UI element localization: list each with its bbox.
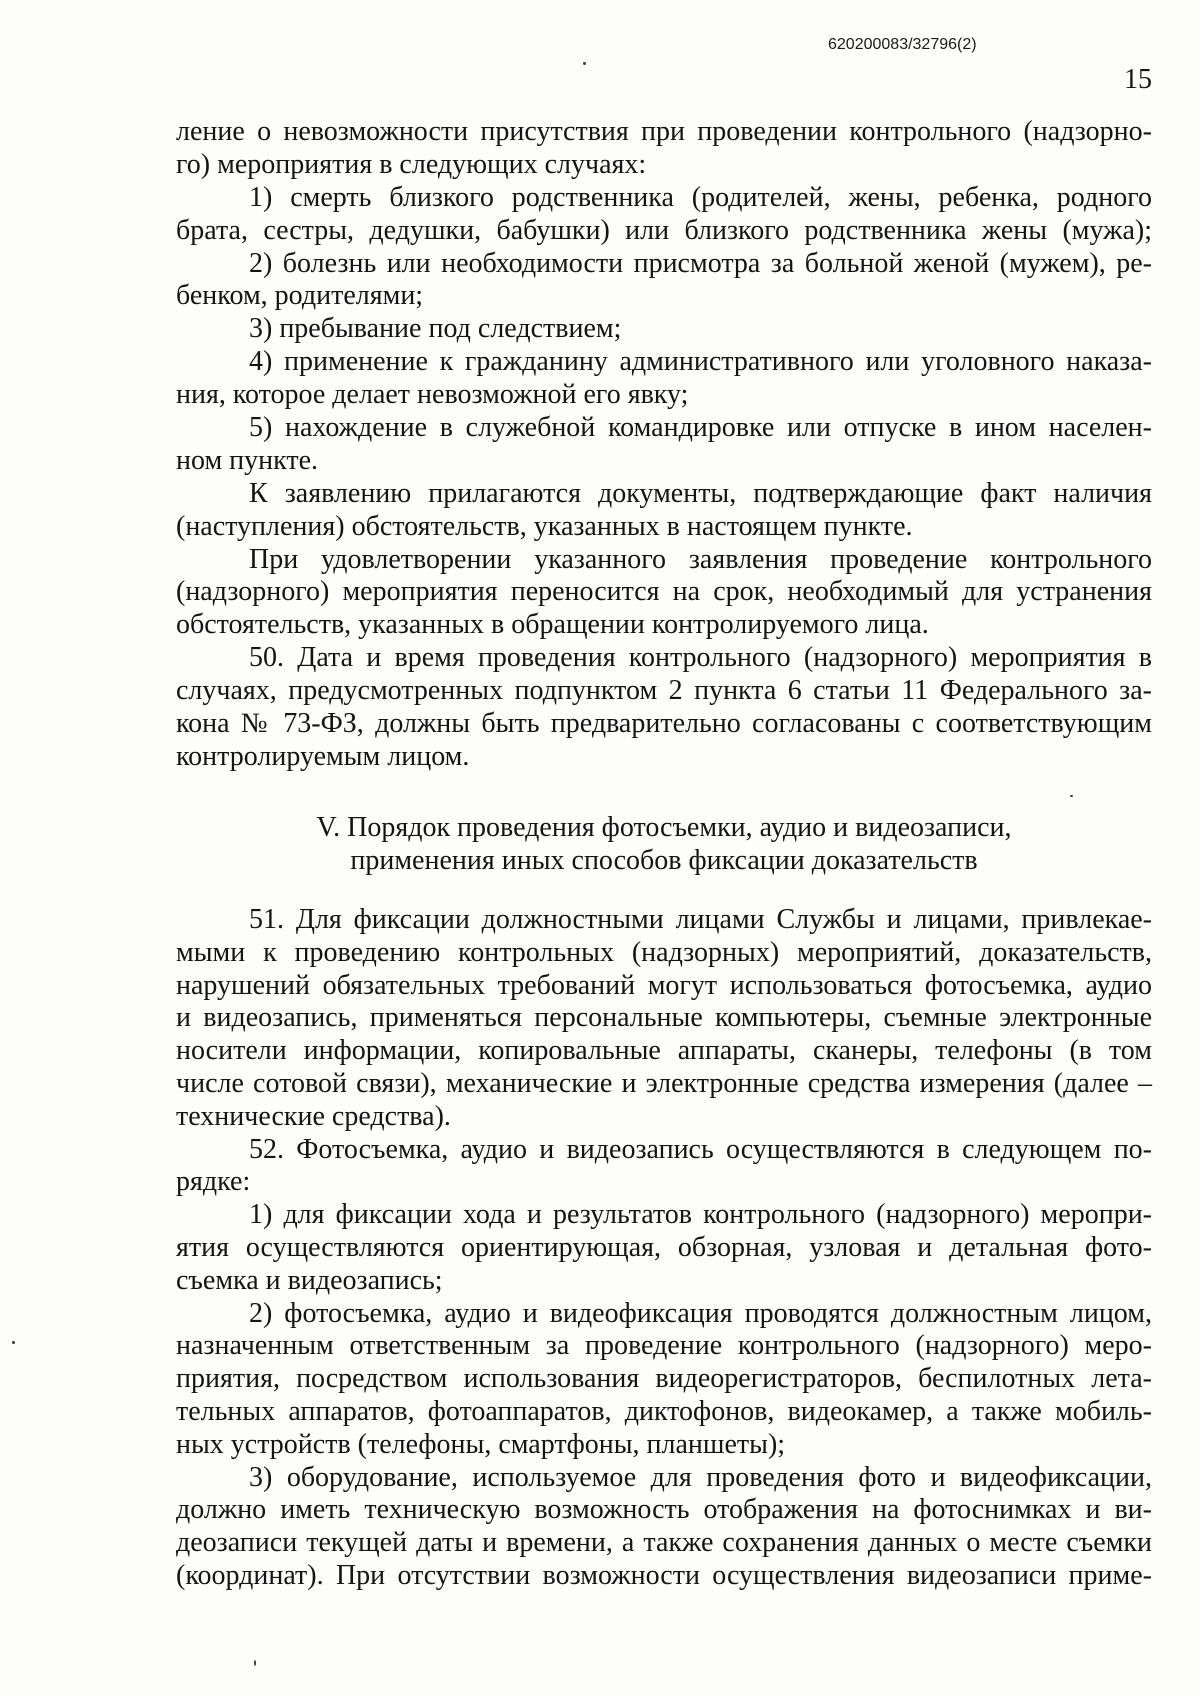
text-line: (наступления) обстоятельств, указанных в настоящем пункте. — [176, 510, 913, 542]
text-line: случаях, предусмотренных подпунктом 2 пункта 6 статьи 11 Федерального за- — [176, 675, 1152, 707]
text-line: рядке: — [176, 1166, 251, 1198]
text-line: ном пункте. — [176, 444, 319, 476]
text-line: съемка и видеозапись; — [176, 1264, 443, 1296]
text-line: К заявлению прилагаются документы, подтверждающие факт наличия — [249, 477, 1152, 509]
text-line: нарушений обязательных требований могут использоваться фотосъемка, аудио — [176, 969, 1152, 1001]
text-line: 3) пребывание под следствием; — [249, 313, 622, 345]
text-line: 51. Для фиксации должностными лицами Службы и лицами, привлекае- — [249, 904, 1152, 935]
text-line: 2) болезнь или необходимости присмотра за больной женой (мужем), ре- — [249, 247, 1152, 279]
text-line: приятия, посредством использования видеорегистраторов, беспилотных лета- — [176, 1363, 1152, 1395]
text-line: ятия осуществляются ориентирующая, обзорная, узловая и детальная фото- — [176, 1231, 1152, 1263]
text-line: числе сотовой связи), механические и электронные средства измерения (далее – — [176, 1067, 1152, 1099]
body-text-top — [176, 116, 1152, 774]
text-line: кона № 73-ФЗ, должны быть предварительно согласованы с соответствующим — [176, 708, 1152, 740]
section-heading-line: применения иных способов фиксации доказательств — [350, 844, 978, 876]
text-line: и видеозапись, применяться персональные компьютеры, съемные электронные — [176, 1002, 1152, 1034]
text-line: 1) для фиксации хода и результатов контрольного (надзорного) меропри- — [249, 1199, 1152, 1231]
section-heading-line: V. Порядок проведения фотосъемки, аудио и видеозаписи, — [316, 812, 1012, 843]
text-line: 52. Фотосъемка, аудио и видеозапись осуществляются в следующем по- — [249, 1133, 1152, 1165]
text-line: брата, сестры, дедушки, бабушки) или близкого родственника жены (мужа); — [176, 214, 1152, 246]
scan-noise-dot — [12, 1341, 15, 1344]
text-line: контролируемым лицом. — [176, 740, 470, 772]
text-line: ление о невозможности присутствия при проведении контрольного (надзорно- — [176, 116, 1152, 147]
text-line: При удовлетворении указанного заявления проведение контрольного — [249, 543, 1152, 575]
text-line: ния, которое делает невозможной его явку; — [176, 379, 689, 411]
text-line: 3) оборудование, используемое для проведения фото и видеофиксации, — [249, 1461, 1152, 1493]
document-registration-number: 620200083/32796(2) — [828, 36, 977, 53]
text-line: го) мероприятия в следующих случаях: — [176, 148, 647, 180]
text-line: деозаписи текущей даты и времени, а также сохранения данных о месте съемки — [176, 1527, 1152, 1559]
scan-noise-dot — [1070, 795, 1073, 797]
text-line: назначенным ответственным за проведение контрольного (надзорного) меро- — [176, 1330, 1152, 1362]
text-line: (координат). При отсутствии возможности осуществления видеозаписи приме- — [176, 1559, 1152, 1591]
section-heading — [176, 812, 1152, 877]
text-line: 2) фотосъемка, аудио и видеофиксация проводятся должностным лицом, — [249, 1297, 1152, 1329]
text-line: 4) применение к гражданину административного или уголовного наказа- — [249, 346, 1152, 378]
text-line: носители информации, копировальные аппараты, сканеры, телефоны (в том — [176, 1035, 1152, 1067]
text-line: обстоятельств, указанных в обращении контролируемого лица. — [176, 609, 929, 641]
text-line: 1) смерть близкого родственника (родителей, жены, ребенка, родного — [249, 181, 1152, 213]
body-text-bottom — [176, 904, 1152, 1593]
text-line: 50. Дата и время проведения контрольного (надзорного) мероприятия в — [249, 642, 1152, 674]
text-line: тельных аппаратов, фотоаппаратов, диктофонов, видеокамер, а также мобиль- — [176, 1395, 1152, 1427]
page-number: 15 — [1124, 64, 1152, 95]
text-line: технические средства). — [176, 1100, 451, 1132]
scan-noise-dot — [254, 1660, 256, 1666]
text-line: бенком, родителями; — [176, 280, 424, 312]
text-line: ных устройств (телефоны, смартфоны, планшеты); — [176, 1428, 786, 1460]
text-line: мыми к проведению контрольных (надзорных) мероприятий, доказательств, — [176, 936, 1152, 968]
text-line: (надзорного) мероприятия переносится на срок, необходимый для устранения — [176, 576, 1152, 608]
scan-noise-dot — [583, 62, 586, 65]
text-line: 5) нахождение в служебной командировке или отпуске в ином населен- — [249, 412, 1152, 444]
text-line: должно иметь техническую возможность отображения на фотоснимках и ви- — [176, 1494, 1152, 1526]
